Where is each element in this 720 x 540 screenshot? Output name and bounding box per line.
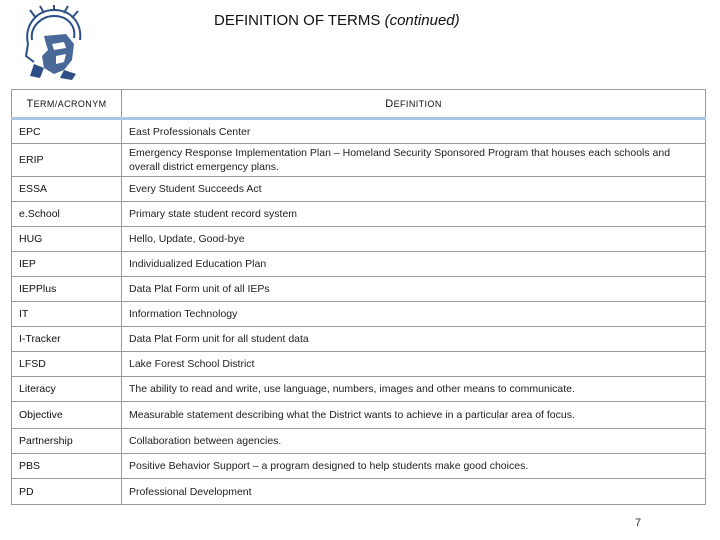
term-cell: Literacy [12, 377, 122, 402]
table-row [12, 429, 706, 454]
term-cell: PD [12, 479, 122, 505]
term-cell: Objective [12, 402, 122, 429]
table-row [12, 479, 706, 505]
term-cell: IEP [12, 252, 122, 277]
table-row [12, 352, 706, 377]
table-row [12, 227, 706, 252]
table-row [12, 202, 706, 227]
column-header-definition: DEFINITION [122, 90, 706, 119]
definition-cell: Lake Forest School District [122, 352, 706, 377]
table-row [12, 119, 706, 144]
definition-cell: Individualized Education Plan [122, 252, 706, 277]
table-row [12, 252, 706, 277]
table-row [12, 327, 706, 352]
table-row [12, 302, 706, 327]
term-cell: PBS [12, 454, 122, 479]
term-cell: Partnership [12, 429, 122, 454]
table-row [12, 402, 706, 429]
title-sub: (continued) [384, 12, 460, 29]
table-row [12, 177, 706, 202]
definition-cell: Emergency Response Implementation Plan – Homeland Security Sponsored Program that houses each schools and overall district emergency plans. [122, 144, 706, 177]
terms-body [12, 119, 706, 505]
term-cell: e.School [12, 202, 122, 227]
title-main: DEFINITION OF TERMS [214, 12, 381, 29]
term-cell: ERIP [12, 144, 122, 177]
term-cell: HUG [12, 227, 122, 252]
terms-table [11, 89, 706, 505]
page-number: 7 [635, 517, 642, 529]
term-cell: IEPPlus [12, 277, 122, 302]
term-cell: LFSD [12, 352, 122, 377]
table-header-row [12, 90, 706, 119]
definition-cell: Hello, Update, Good-bye [122, 227, 706, 252]
term-cell: I-Tracker [12, 327, 122, 352]
term-cell: IT [12, 302, 122, 327]
definition-cell: Professional Development [122, 479, 706, 505]
definition-cell: Measurable statement describing what the District wants to achieve in a particular area of focus. [122, 402, 706, 429]
definition-cell: Positive Behavior Support – a program designed to help students make good choices. [122, 454, 706, 479]
table-row [12, 377, 706, 402]
definition-cell: The ability to read and write, use language, numbers, images and other means to communicate. [122, 377, 706, 402]
definition-cell: Collaboration between agencies. [122, 429, 706, 454]
column-header-term: TERM/ACRONYM [12, 90, 122, 119]
definition-cell: East Professionals Center [122, 119, 706, 144]
definition-cell: Every Student Succeeds Act [122, 177, 706, 202]
table-row [12, 144, 706, 177]
term-cell: ESSA [12, 177, 122, 202]
spartan-helmet-logo-icon [14, 4, 92, 82]
term-cell: EPC [12, 119, 122, 144]
definition-cell: Information Technology [122, 302, 706, 327]
table-row [12, 454, 706, 479]
definition-cell: Primary state student record system [122, 202, 706, 227]
definition-cell: Data Plat Form unit for all student data [122, 327, 706, 352]
definition-cell: Data Plat Form unit of all IEPs [122, 277, 706, 302]
page-title [214, 12, 460, 29]
table-row [12, 277, 706, 302]
